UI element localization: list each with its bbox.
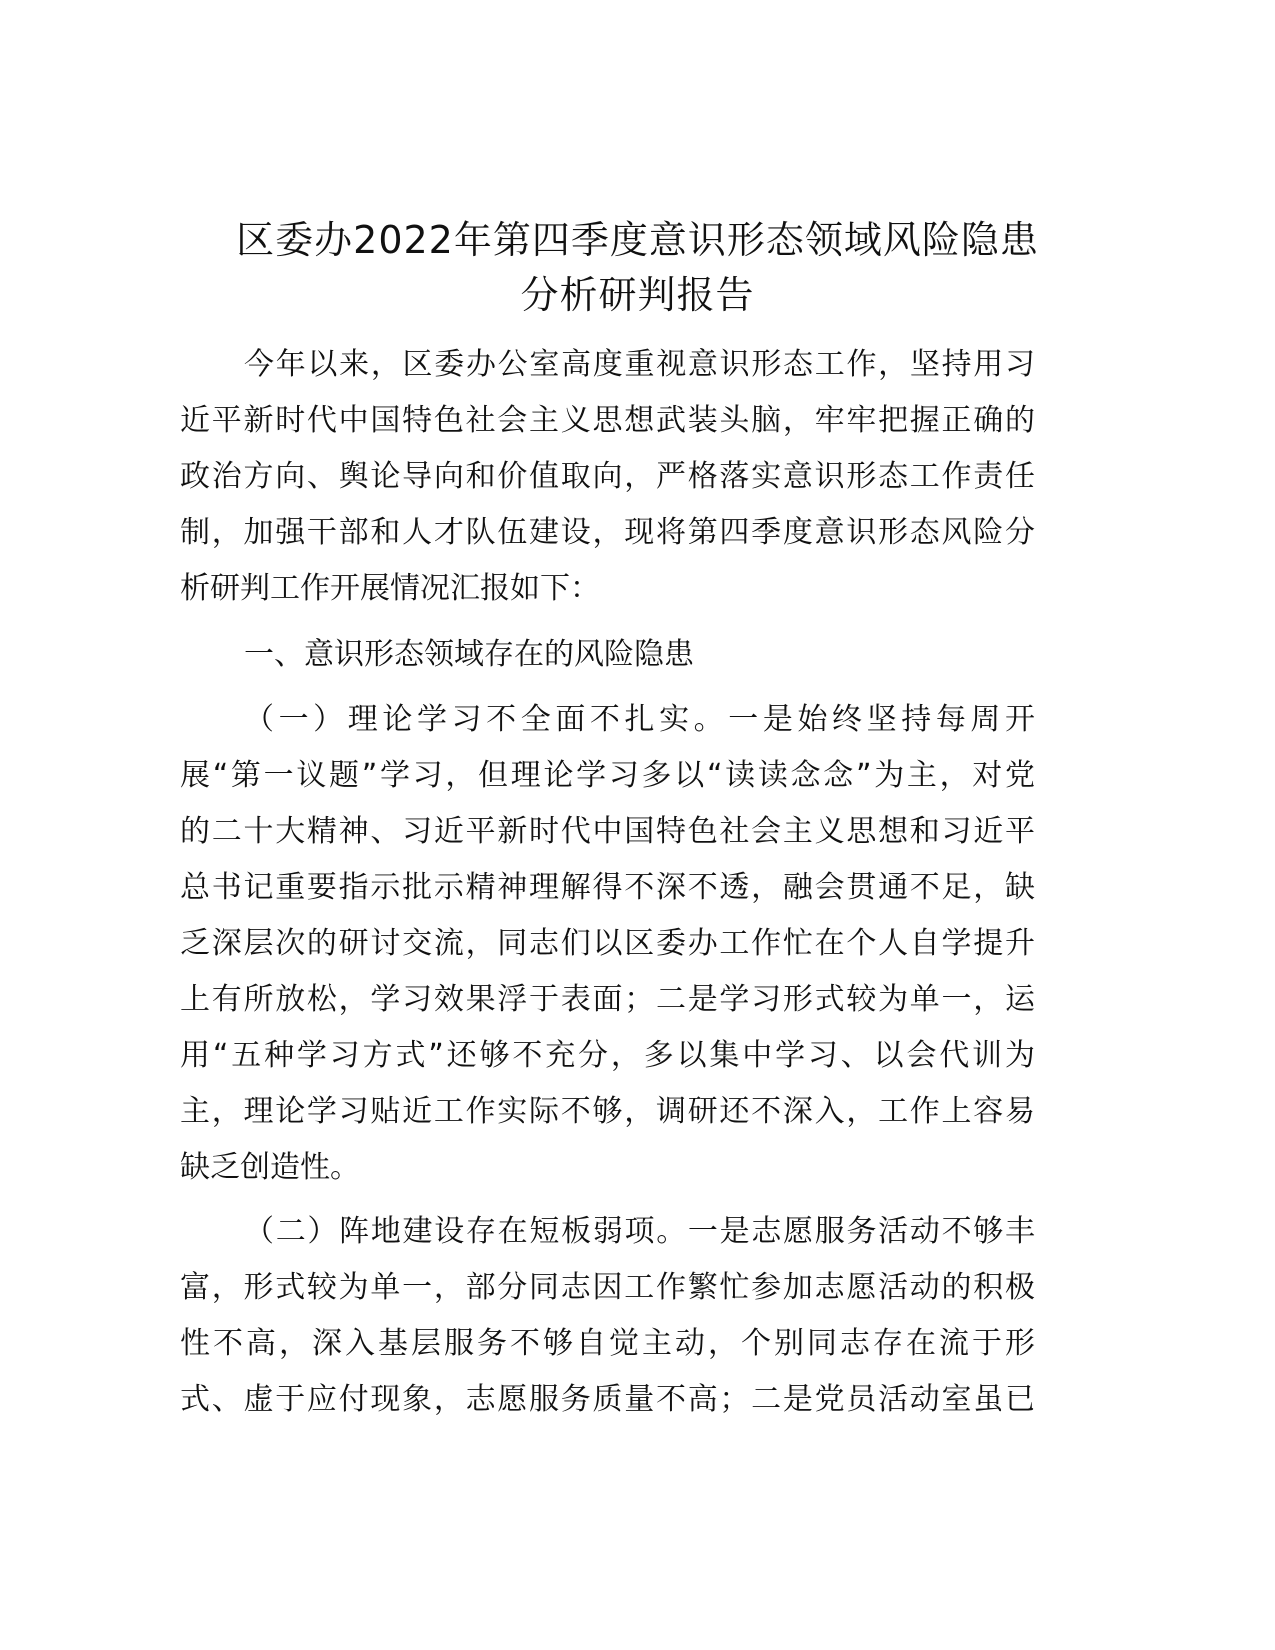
document-title-line-1: 区委办2022年第四季度意识形态领域风险隐患 xyxy=(236,218,1039,262)
intro-line: 析研判工作开展情况汇报如下： xyxy=(180,571,600,606)
para2-line: 式、虚于应付现象，志愿服务质量不高；二是党员活动室虽已 xyxy=(180,1382,1035,1417)
section-heading: 一、意识形态领域存在的风险隐患 xyxy=(244,637,694,672)
para1-line: 总书记重要指示批示精神理解得不深不透，融会贯通不足，缺 xyxy=(180,870,1035,905)
para1-line: 乏深层次的研讨交流，同志们以区委办工作忙在个人自学提升 xyxy=(180,926,1035,961)
para1-line: （一）理论学习不全面不扎实。一是始终坚持每周开 xyxy=(244,702,1035,737)
para2-line: 富，形式较为单一，部分同志因工作繁忙参加志愿活动的积极 xyxy=(180,1270,1035,1305)
intro-line: 制，加强干部和人才队伍建设，现将第四季度意识形态风险分 xyxy=(180,515,1035,550)
document-title-line-2: 分析研判报告 xyxy=(520,273,755,317)
para2-line: 性不高，深入基层服务不够自觉主动，个别同志存在流于形 xyxy=(180,1326,1035,1361)
intro-line: 近平新时代中国特色社会主义思想武装头脑，牢牢把握正确的 xyxy=(180,403,1035,438)
para1-line: 展“第一议题”学习，但理论学习多以“读读念念”为主，对党 xyxy=(180,758,1035,793)
para1-line: 缺乏创造性。 xyxy=(180,1150,360,1185)
para1-line: 用“五种学习方式”还够不充分，多以集中学习、以会代训为 xyxy=(180,1038,1035,1073)
intro-line: 政治方向、舆论导向和价值取向，严格落实意识形态工作责任 xyxy=(180,459,1035,494)
para2-line: （二）阵地建设存在短板弱项。一是志愿服务活动不够丰 xyxy=(244,1214,1035,1249)
para1-line: 上有所放松，学习效果浮于表面；二是学习形式较为单一，运 xyxy=(180,982,1035,1017)
para1-line: 的二十大精神、习近平新时代中国特色社会主义思想和习近平 xyxy=(180,814,1035,849)
intro-line: 今年以来，区委办公室高度重视意识形态工作，坚持用习 xyxy=(244,347,1035,382)
para1-line: 主，理论学习贴近工作实际不够，调研还不深入，工作上容易 xyxy=(180,1094,1035,1129)
